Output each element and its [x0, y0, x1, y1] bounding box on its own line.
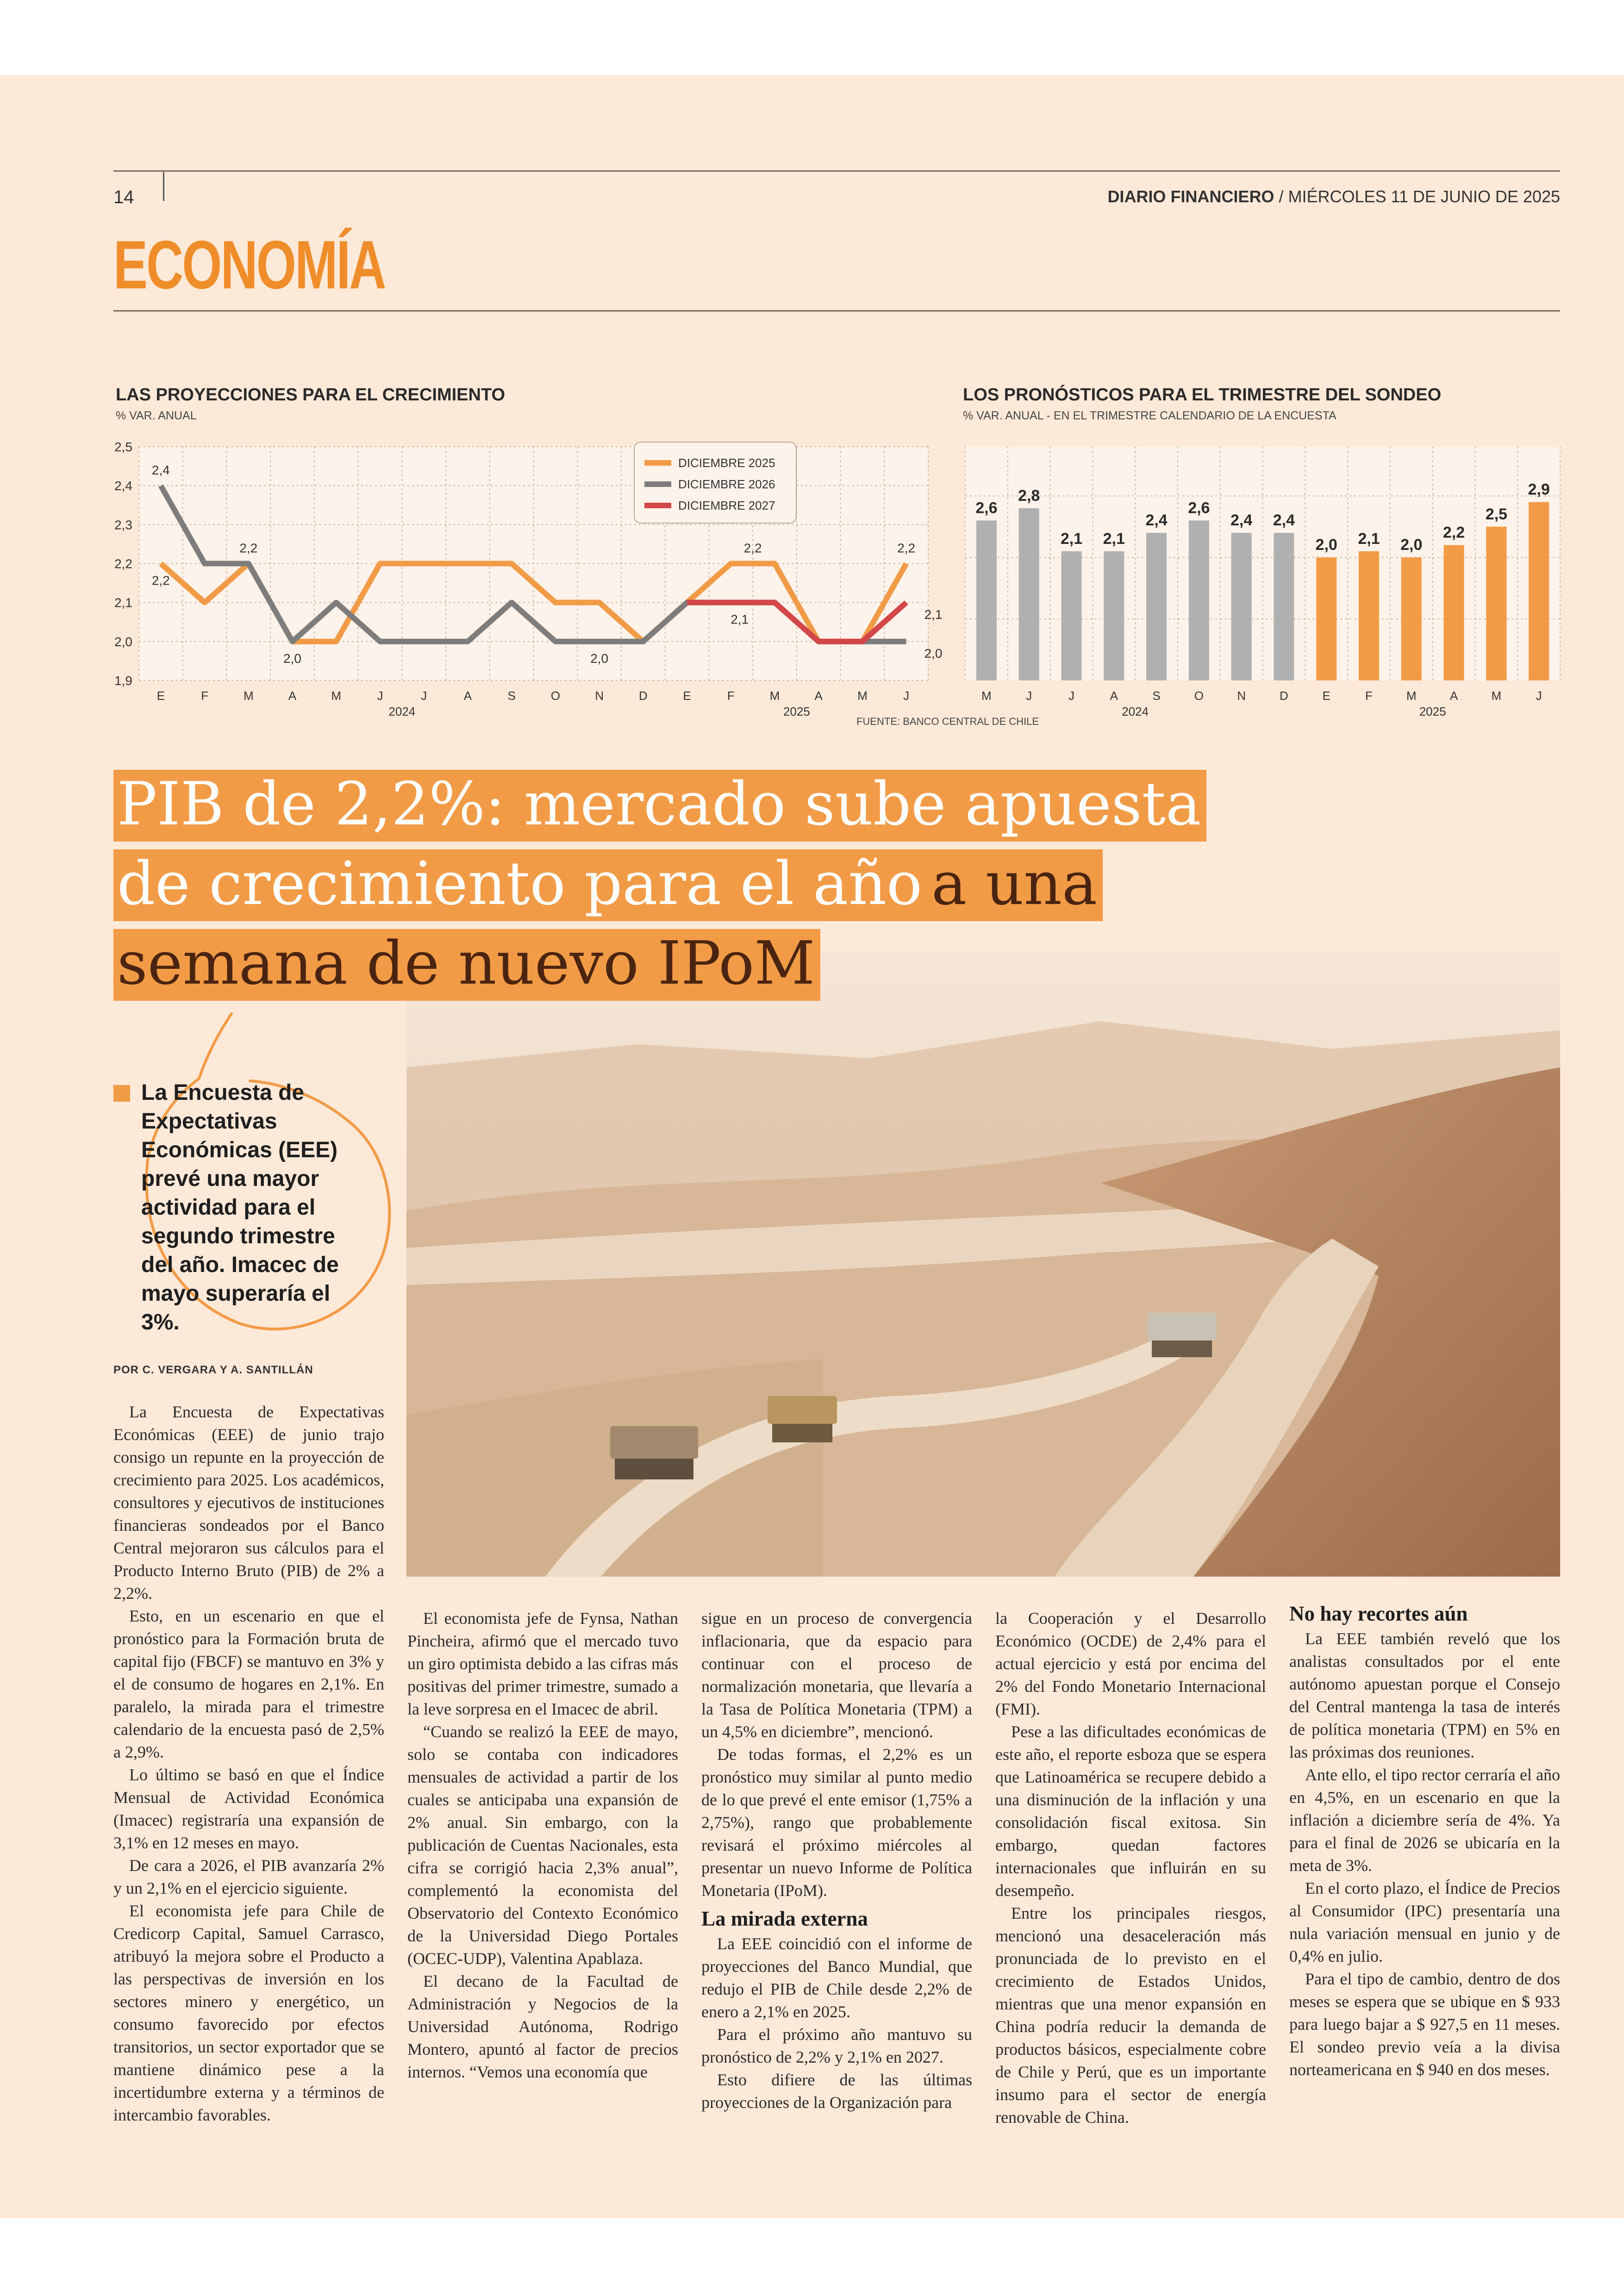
x-tick-label: O — [1194, 689, 1204, 703]
year-label: 2025 — [783, 705, 810, 718]
x-tick-label: D — [1280, 689, 1288, 703]
bar — [1444, 545, 1464, 680]
x-tick-label: M — [1406, 689, 1417, 703]
paragraph: La EEE coincidió con el informe de proyecciones del Banco Mundial, que redujo el PIB de Chile desde 2,2% de enero a 2,1% en 2025. — [701, 1934, 972, 2021]
paragraph: La Encuesta de Expectativas Económicas (EEE) de junio trajo consigo un repunte en la proyección de crecimiento para 2025. Los académicos, consultores y ejecutivos de instituciones financieras sondeados por el Banco Central mejoraron sus cálculos para el Producto Interno Bruto (PIB) de 2% a 2,2%. — [113, 1403, 384, 1603]
section-title: ECONOMÍA — [113, 227, 385, 303]
data-label: 2,2 — [743, 541, 762, 555]
y-tick-label: 2,0 — [114, 634, 132, 649]
article-column-1 — [113, 1401, 384, 2127]
data-label: 2,1 — [924, 607, 943, 622]
x-tick-label: D — [638, 689, 648, 703]
data-label: 2,2 — [239, 541, 258, 555]
deck-bullet — [113, 1085, 130, 1102]
header-rule — [113, 170, 1560, 172]
data-label: 2,2 — [897, 541, 916, 555]
bar — [1104, 551, 1124, 680]
bar — [1359, 551, 1379, 680]
year-label: 2024 — [1122, 705, 1149, 718]
x-tick-label: M — [1491, 689, 1502, 703]
paragraph: Esto difiere de las últimas proyecciones de la Organización para — [701, 2070, 972, 2112]
paragraph: sigue en un proceso de convergencia inflacionaria, que da espacio para continuar con el proceso de normalización monetaria, que llevaría a la Tasa de Política Monetaria (TPM) a un 4,5% en diciembre”, mencionó. — [701, 1609, 972, 1741]
article-column-3 — [701, 1607, 972, 2114]
data-label: 2,2 — [151, 573, 170, 588]
byline: POR C. VERGARA Y A. SANTILLÁN — [113, 1364, 313, 1376]
bar — [1146, 533, 1167, 680]
paragraph: Ante ello, el tipo rector cerraría el año en 4,5%, en un escenario en que la inflación a diciembre sería de 4%. Ya para el final de 2026 se ubicaría en la meta de 3%. — [1289, 1765, 1560, 1875]
masthead — [1107, 187, 1560, 206]
headline — [113, 765, 1206, 1004]
data-label: 2,0 — [283, 651, 301, 666]
data-label: 2,0 — [924, 646, 943, 661]
bar-value-label: 2,6 — [1188, 499, 1210, 517]
y-tick-label: 2,2 — [114, 556, 132, 571]
paragraph: la Cooperación y el Desarrollo Económico (OCDE) de 2,4% para el actual ejercicio y está por encima del 2% del Fondo Monetario Internacional (FMI). — [995, 1609, 1266, 1718]
paragraph: El economista jefe de Fynsa, Nathan Pincheira, afirmó que el mercado tuvo un giro optimista debido a las cifras más positivas del primer trimestre, sumado a la leve sorpresa en el Imacec de abril. — [407, 1609, 678, 1718]
y-tick-label: 2,5 — [114, 440, 132, 454]
subheading-mirada-externa: La mirada externa — [701, 1907, 868, 1930]
bar-value-label: 2,1 — [1103, 530, 1125, 548]
headline-line-1: PIB de 2,2%: mercado sube apuesta — [113, 770, 1206, 842]
legend-label: DICIEMBRE 2027 — [678, 499, 775, 512]
article-column-5 — [1289, 1601, 1560, 2081]
line-chart-title: LAS PROYECCIONES PARA EL CRECIMIENTO — [116, 385, 506, 405]
paragraph: De todas formas, el 2,2% es un pronóstico muy similar al punto medio de lo que prevé el ente emisor (1,75% a 2,75%), rango que probablemente revisará el próximo miércoles al presentar un nuevo Informe de Política Monetaria (IPoM). — [701, 1745, 972, 1900]
section-rule — [113, 310, 1560, 312]
paragraph: La EEE también reveló que los analistas consultados por el ente autónomo apuestan porque el Consejo del Central mantenga la tasa de interés de política monetaria (TPM) en 5% en las próximas dos reuniones. — [1289, 1629, 1560, 1761]
bar-value-label: 2,5 — [1485, 505, 1507, 523]
bar-chart-ylabel: % VAR. ANUAL - EN EL TRIMESTRE CALENDARIO DE LA ENCUESTA — [963, 409, 1337, 422]
bar-value-label: 2,6 — [975, 499, 998, 517]
x-tick-label: J — [903, 689, 910, 703]
x-tick-label: E — [156, 689, 165, 703]
x-tick-label: N — [1237, 689, 1246, 703]
bar-value-label: 2,9 — [1528, 480, 1550, 499]
truck-left — [610, 1426, 698, 1479]
paragraph: Para el próximo año mantuvo su pronóstico de 2,2% y 2,1% en 2027. — [701, 2025, 972, 2066]
paragraph: Entre los principales riesgos, mencionó una desaceleración más pronunciada de lo previsto en el crecimiento de Estados Unidos, mientras que una menor expansión en China podría reducir la demanda de productos básicos, especialmente cobre de Chile y Perú, que es un importante insumo para el sector de energía renovable de China. — [995, 1904, 1266, 2127]
legend-label: DICIEMBRE 2025 — [678, 456, 775, 470]
bar-value-label: 2,0 — [1400, 536, 1423, 554]
x-tick-label: F — [727, 689, 735, 703]
bar — [1316, 557, 1337, 680]
bar — [1529, 502, 1549, 680]
bar-value-label: 2,1 — [1358, 530, 1380, 548]
paragraph: “Cuando se realizó la EEE de mayo, solo se contaba con indicadores mensuales de actividad a partir de los cuales se anticipaba una expansión de 2% anual. Sin embargo, con la publicación de Cuentas Nacionales, esta cifra se corrigió hacia 2,3% anual”, complementó la economista del Observatorio del Contexto Económico de la Universidad Diego Portales (OCEC-UDP), Valentina Apablaza. — [407, 1722, 678, 1968]
paragraph: Esto, en un escenario en que el pronóstico para la Formación bruta de capital fijo (FBCF) se mantuvo en 3% y el de consumo de hogares en 2,1%. En paralelo, la mirada para el trimestre calendario de la encuesta pasó de 2,5% a 2,9%. — [113, 1607, 384, 1761]
x-tick-label: J — [1536, 689, 1542, 703]
x-tick-label: F — [1365, 689, 1373, 703]
article-column-2 — [407, 1607, 678, 2083]
bar-value-label: 2,4 — [1145, 511, 1168, 530]
headline-line-3: semana de nuevo IPoM — [113, 929, 820, 1001]
truck-right — [1147, 1313, 1217, 1357]
line-chart — [106, 430, 943, 727]
y-tick-label: 2,1 — [114, 595, 132, 610]
x-tick-label: J — [1068, 689, 1074, 703]
bar-value-label: 2,8 — [1018, 486, 1040, 505]
x-tick-label: A — [1110, 689, 1118, 703]
x-tick-label: J — [377, 689, 383, 703]
masthead-date: / MIÉRCOLES 11 DE JUNIO DE 2025 — [1279, 187, 1560, 206]
headline-line-2-dark: a una — [928, 849, 1103, 921]
x-tick-label: J — [1026, 689, 1032, 703]
bar-chart — [856, 430, 1565, 727]
masthead-brand: DIARIO FINANCIERO — [1107, 187, 1274, 206]
paragraph: El economista jefe para Chile de Credicorp Capital, Samuel Carrasco, atribuyó la mejora sobre el Producto a las perspectivas de inversión en los sectores minero y energético, un consumo favorecido por efectos transitorios, un sector exportador que se mantiene dinámico pese a la incertidumbre externa y a términos de intercambio favorables. — [113, 1902, 384, 2124]
bar-value-label: 2,4 — [1273, 511, 1295, 530]
line-chart-ylabel: % VAR. ANUAL — [116, 409, 197, 422]
x-tick-label: E — [1322, 689, 1330, 703]
paragraph: De cara a 2026, el PIB avanzaría 2% y un 2,1% en el ejercicio siguiente. — [113, 1856, 384, 1897]
page-number: 14 — [113, 187, 134, 207]
paragraph: Para el tipo de cambio, dentro de dos meses se espera que se ubique en $ 933 para luego bajar a $ 927,5 en 11 meses. El sondeo previo veía a la divisa norteamericana en $ 940 en dos meses. — [1289, 1970, 1560, 2079]
year-label: 2025 — [1419, 705, 1446, 718]
data-label: 2,4 — [151, 463, 170, 478]
legend-label: DICIEMBRE 2026 — [678, 477, 775, 491]
x-tick-label: O — [550, 689, 560, 703]
paragraph: Pese a las dificultades económicas de este año, el reporte esboza que se espera que Latinoamérica se recupere debido a una disminución de la inflación y una consolidación fiscal exitosa. Sin embargo, quedan factores internacionales que influirán en su desempeño. — [995, 1722, 1266, 1900]
paragraph: En el corto plazo, el Índice de Precios al Consumidor (IPC) presentaría una nula variación mensual en junio y de 0,4% en julio. — [1289, 1879, 1560, 1965]
chart-source: FUENTE: BANCO CENTRAL DE CHILE — [856, 716, 1039, 727]
bar — [1231, 533, 1252, 680]
deck: La Encuesta de Expectativas Económicas (EEE) prevé una mayor actividad para el segundo trimestre del año. Imacec de mayo superaría el 3%. — [141, 1080, 339, 1335]
x-tick-label: A — [1449, 689, 1458, 703]
bar — [1401, 557, 1422, 680]
bar — [976, 520, 997, 680]
x-tick-label: M — [331, 689, 342, 703]
mine-trucks-photo — [406, 952, 1560, 1577]
bar-value-label: 2,1 — [1060, 530, 1083, 548]
header-divider — [163, 172, 164, 201]
paragraph: El decano de la Facultad de Administración y Negocios de la Universidad Autónoma, Rodrigo Montero, apuntó al factor de precios internos. “Vemos una economía que — [407, 1972, 678, 2081]
bar — [1061, 551, 1081, 680]
x-tick-label: A — [463, 689, 472, 703]
bar — [1486, 527, 1506, 680]
x-tick-label: E — [683, 689, 691, 703]
bar — [1189, 520, 1209, 680]
truck-center — [768, 1396, 837, 1442]
x-tick-label: M — [769, 689, 780, 703]
article-column-4 — [995, 1607, 1266, 2129]
headline-line-2: de crecimiento para el año — [113, 849, 928, 921]
bar-value-label: 2,2 — [1443, 524, 1465, 542]
x-tick-label: N — [595, 689, 604, 703]
bar — [1019, 508, 1039, 680]
paragraph: Lo último se basó en que el Índice Mensual de Actividad Económica (Imacec) registraría una expansión de 3,1% en 12 meses en mayo. — [113, 1765, 384, 1852]
data-label: 2,1 — [731, 612, 749, 627]
x-tick-label: A — [288, 689, 297, 703]
x-tick-label: M — [857, 689, 868, 703]
data-label: 2,0 — [590, 651, 609, 666]
x-tick-label: S — [1152, 689, 1161, 703]
y-tick-label: 2,3 — [114, 518, 132, 532]
x-tick-label: A — [814, 689, 823, 703]
y-tick-label: 1,9 — [114, 674, 132, 688]
bar-chart-title: LOS PRONÓSTICOS PARA EL TRIMESTRE DEL SONDEO — [963, 385, 1442, 405]
bar — [1274, 533, 1294, 680]
x-tick-label: M — [981, 689, 992, 703]
subheading-no-hay-recortes: No hay recortes aún — [1289, 1602, 1468, 1625]
x-tick-label: M — [243, 689, 254, 703]
bar-value-label: 2,4 — [1230, 511, 1253, 530]
y-tick-label: 2,4 — [114, 479, 132, 493]
x-tick-label: J — [421, 689, 427, 703]
bar-value-label: 2,0 — [1315, 536, 1337, 554]
year-label: 2024 — [388, 705, 416, 718]
x-tick-label: S — [507, 689, 516, 703]
x-tick-label: F — [201, 689, 209, 703]
